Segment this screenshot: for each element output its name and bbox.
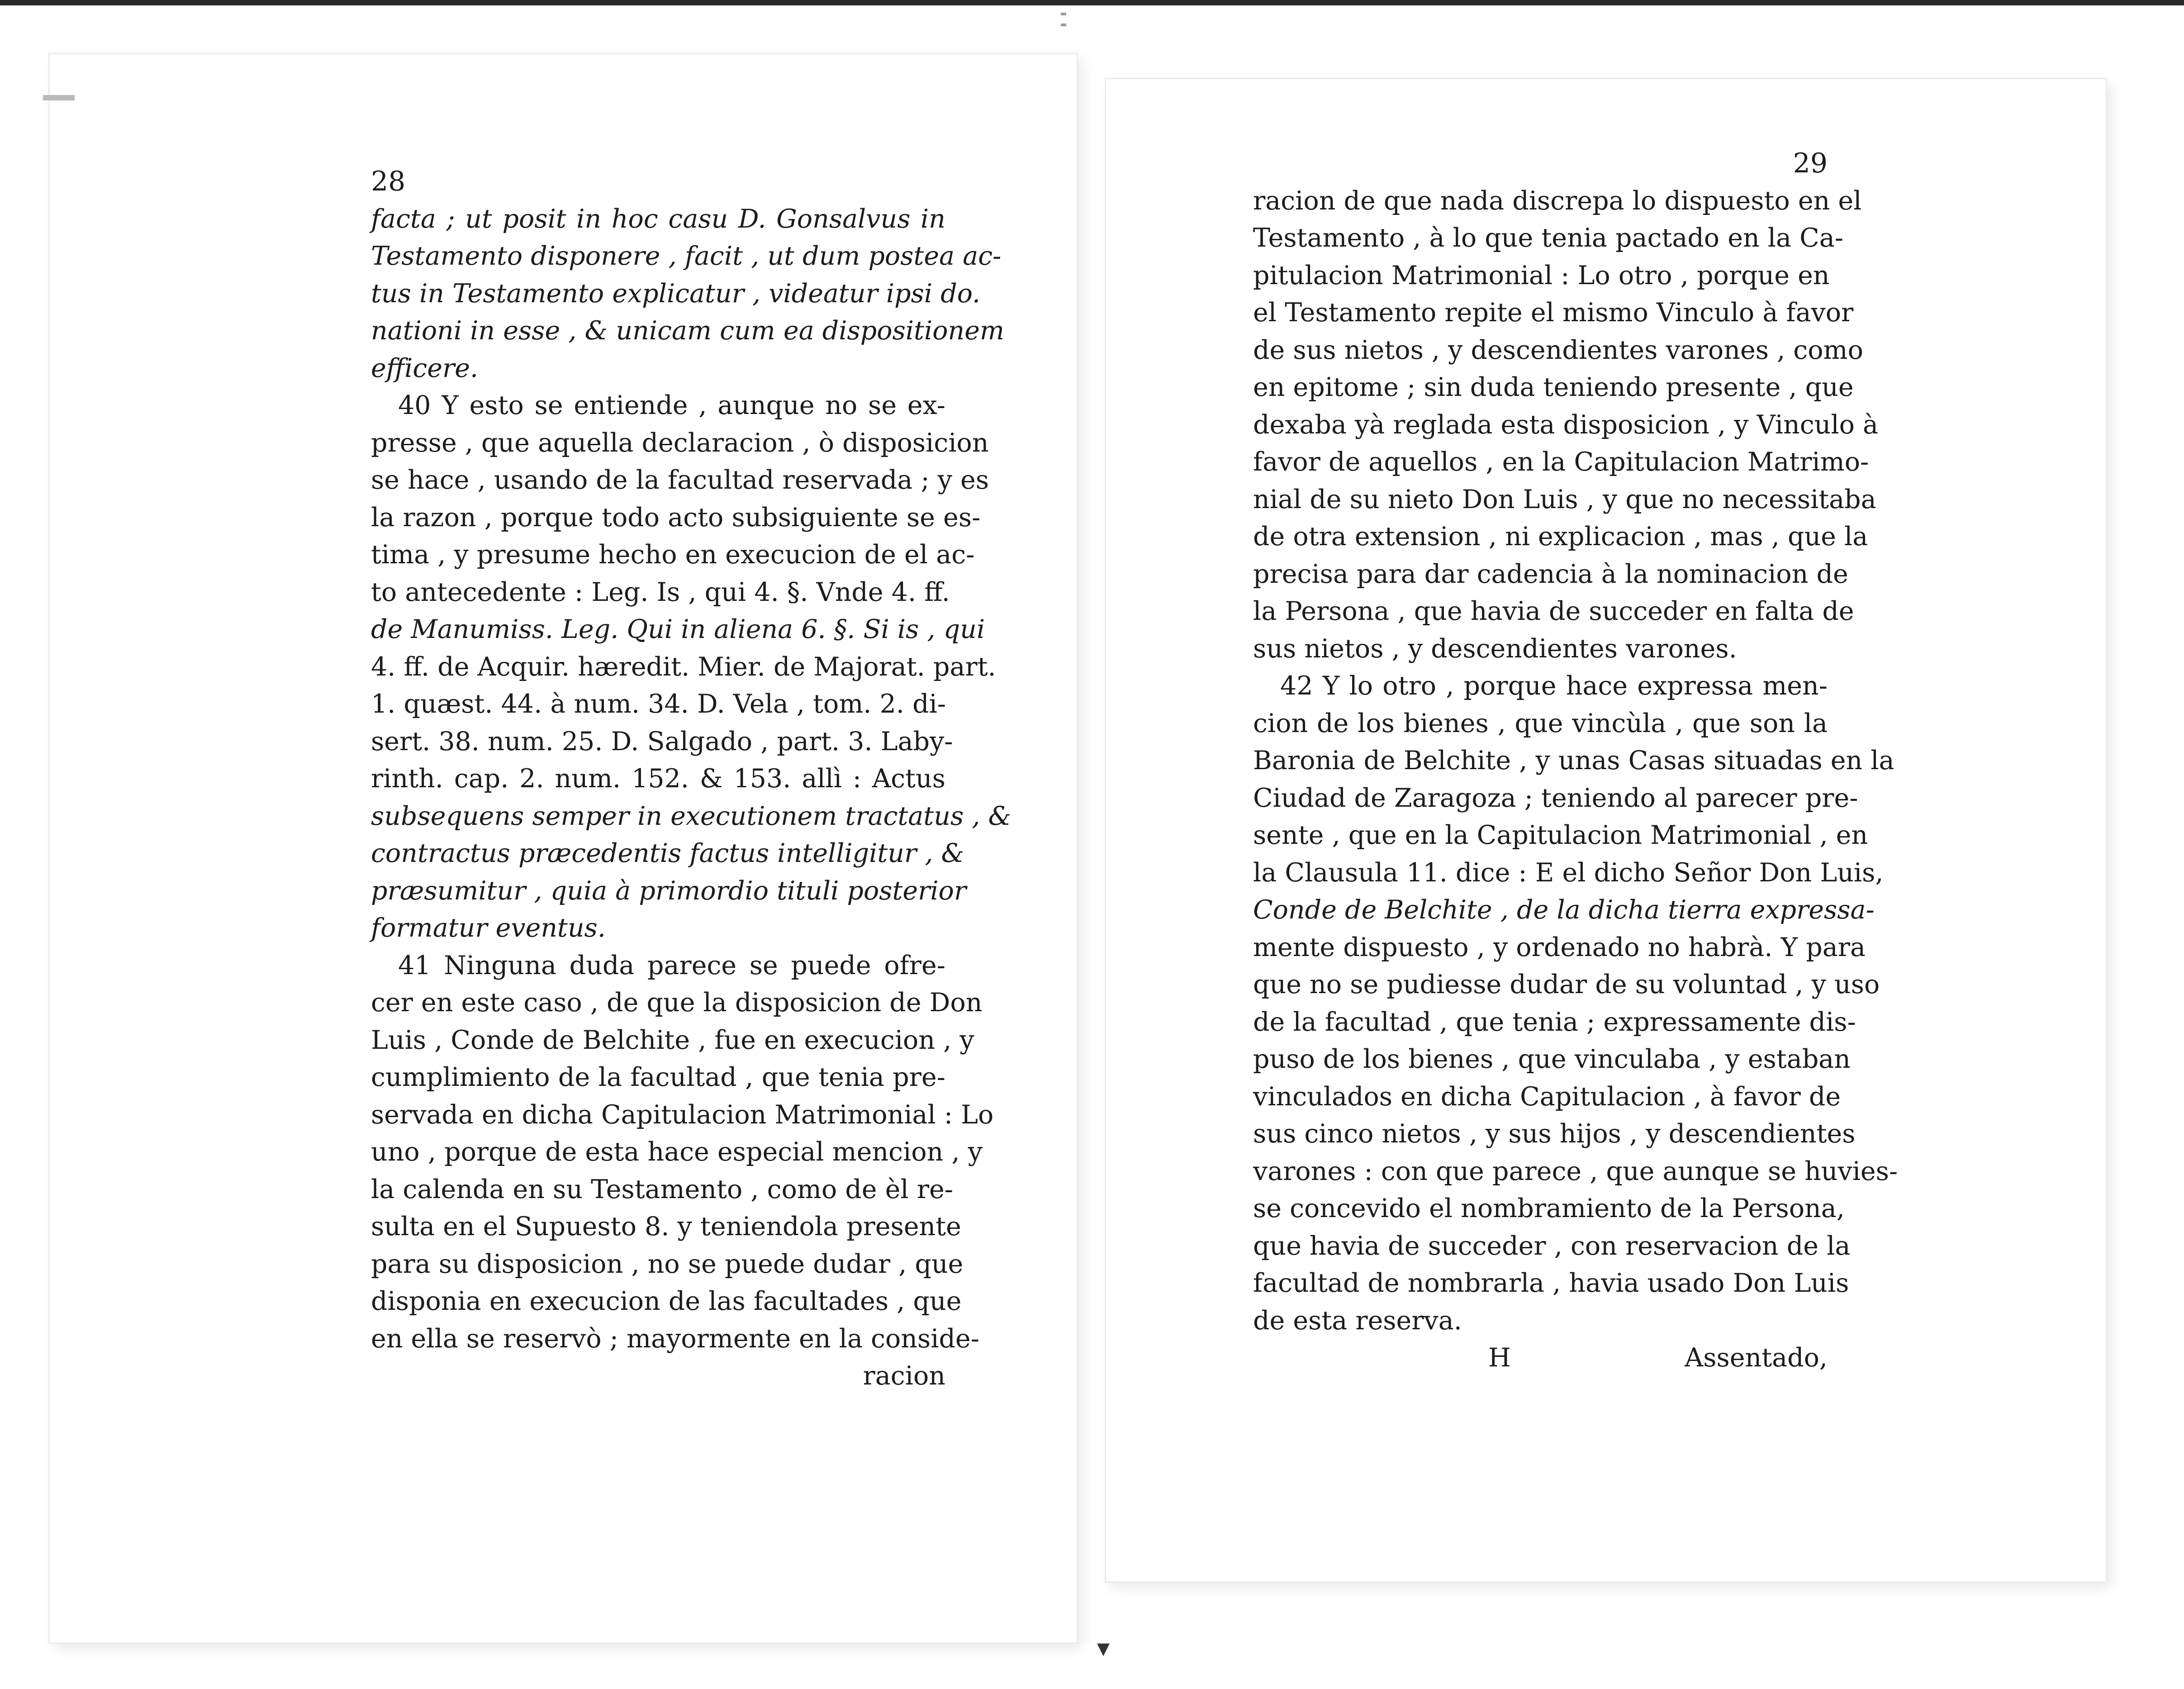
catchword: Assentado, <box>1685 1343 1828 1373</box>
text-line: sert. 38. num. 25. D. Salgado , part. 3. Laby- <box>371 726 953 756</box>
text-line: de esta reserva. <box>1253 1305 1462 1336</box>
page-number: 29 <box>1793 147 1828 179</box>
text-line: en epitome ; sin duda teniendo presente , que <box>1253 372 1854 402</box>
text-line: pitulacion Matrimonial : Lo otro , porque en <box>1253 260 1830 290</box>
text-line: subsequens semper in executionem tractatus , & <box>371 801 1011 831</box>
text-line: sente , que en la Capitulacion Matrimonial , en <box>1253 820 1868 850</box>
text-line: de Manumiss. Leg. Qui in aliena 6. §. Si is , qui <box>371 614 985 644</box>
text-line: cer en este caso , de que la disposicion de Don <box>371 988 983 1018</box>
text-line: nationi in esse , & unicam cum ea dispositionem <box>371 316 1005 346</box>
text-line: formatur eventus. <box>371 913 606 943</box>
text-line: sus nietos , y descendientes varones. <box>1253 633 1737 664</box>
text-line: Conde de Belchite , de la dicha tierra expressa- <box>1253 895 1875 925</box>
text-line: 4. ff. de Acquir. hæredit. Mier. de Majorat. part. <box>371 652 996 682</box>
text-line: el Testamento repite el mismo Vinculo à favor <box>1253 298 1854 328</box>
text-line: tima , y presume hecho en execucion de el ac- <box>371 540 975 570</box>
text-line: vinculados en dicha Capitulacion , à favor de <box>1253 1081 1841 1112</box>
text-line: puso de los bienes , que vinculaba , y estaban <box>1253 1044 1851 1074</box>
scan-mark <box>1061 24 1066 26</box>
text-line: cion de los bienes , que vincùla , que son la <box>1253 708 1828 738</box>
text-line: la Clausula 11. dice : E el dicho Señor Don Luis, <box>1253 857 1884 888</box>
text-line: facta ; ut posit in hoc casu D. Gonsalvus in <box>371 204 945 234</box>
text-line: Testamento , à lo que tenia pactado en la Ca- <box>1253 223 1843 253</box>
text-line: contractus præcedentis factus intelligitur , & <box>371 838 964 868</box>
page-number: 28 <box>371 166 406 197</box>
text-line: nial de su nieto Don Luis , y que no necessitaba <box>1253 484 1876 514</box>
text-line: Baronia de Belchite , y unas Casas situadas en la <box>1253 746 1894 776</box>
text-line: cumplimiento de la facultad , que tenia pre- <box>371 1062 945 1092</box>
right-text-column <box>1253 145 1898 1377</box>
text-line: tus in Testamento explicatur , videatur ipsi do. <box>371 278 981 309</box>
text-line: efficere. <box>371 353 479 383</box>
text-line: sus cinco nietos , y sus hijos , y descendientes <box>1253 1119 1856 1149</box>
text-line: præsumitur , quia à primordio tituli posterior <box>371 875 967 906</box>
text-line: la calenda en su Testamento , como de èl re- <box>371 1174 954 1204</box>
text-line: de la facultad , que tenia ; expressamente dis- <box>1253 1007 1856 1037</box>
paragraph-start: 41 Ninguna duda parece se puede ofre- <box>398 950 945 980</box>
text-line: rinth. cap. 2. num. 152. & 153. allì : Actus <box>371 764 945 794</box>
text-line: Luis , Conde de Belchite , fue en execucion , y <box>371 1025 974 1055</box>
text-line: disponia en execucion de las facultades , que <box>371 1286 962 1316</box>
text-line: favor de aquellos , en la Capitulacion Matrimo- <box>1253 447 1869 477</box>
text-line: que havia de succeder , con reservacion de la <box>1253 1231 1851 1261</box>
text-line: 1. quæst. 44. à num. 34. D. Vela , tom. 2. di- <box>371 689 946 719</box>
signature-mark: H <box>1488 1343 1511 1373</box>
paragraph-start: 40 Y esto se entiende , aunque no se ex- <box>398 390 945 420</box>
paragraph-start: 42 Y lo otro , porque hace expressa men- <box>1280 671 1828 701</box>
text-line: se hace , usando de la facultad reservada ; y es <box>371 465 989 495</box>
text-line: en ella se reservò ; mayormente en la conside- <box>371 1323 979 1354</box>
scan-top-edge <box>0 0 2184 5</box>
text-line: Ciudad de Zaragoza ; teniendo al parecer pre- <box>1253 783 1858 813</box>
catchword: racion <box>863 1361 945 1391</box>
text-line: racion de que nada discrepa lo dispuesto en el <box>1253 186 1862 216</box>
text-line: precisa para dar cadencia à la nominacion de <box>1253 559 1848 589</box>
text-line: la Persona , que havia de succeder en falta de <box>1253 596 1854 626</box>
text-line: presse , que aquella declaracion , ò disposicion <box>371 428 989 458</box>
text-line: to antecedente : Leg. Is , qui 4. §. Vnde 4. ff. <box>371 577 950 607</box>
text-line: se concevido el nombramiento de la Persona, <box>1253 1194 1845 1223</box>
text-line: sulta en el Supuesto 8. y teniendola presente <box>371 1212 961 1242</box>
page-edge-mark <box>43 95 75 100</box>
text-line: uno , porque de esta hace especial mencion , y <box>371 1137 983 1167</box>
text-line: dexaba yà reglada esta disposicion , y Vinculo à <box>1253 409 1878 440</box>
text-line: Testamento disponere , facit , ut dum postea ac- <box>371 241 1002 271</box>
scan-mark <box>1061 13 1066 15</box>
text-line: que no se pudiesse dudar de su voluntad , y uso <box>1253 970 1880 999</box>
page-footer <box>1253 1339 1828 1377</box>
text-line: mente dispuesto , y ordenado no habrà. Y para <box>1253 932 1866 962</box>
text-line: de otra extension , ni explicacion , mas , que la <box>1253 522 1868 552</box>
scan-arrow-icon: ▾ <box>1097 1633 1110 1663</box>
left-text-column <box>371 163 1011 1395</box>
text-line: servada en dicha Capitulacion Matrimonial : Lo <box>371 1099 994 1130</box>
text-line: varones : con que parece , que aunque se huvies- <box>1253 1156 1898 1186</box>
text-line: para su disposicion , no se puede dudar , que <box>371 1249 964 1279</box>
text-line: facultad de nombrarla , havia usado Don Luis <box>1253 1268 1849 1298</box>
text-line: la razon , porque todo acto subsiguiente se es- <box>371 502 981 533</box>
book-gutter <box>1079 68 1104 1642</box>
text-line: de sus nietos , y descendientes varones , como <box>1253 335 1863 365</box>
